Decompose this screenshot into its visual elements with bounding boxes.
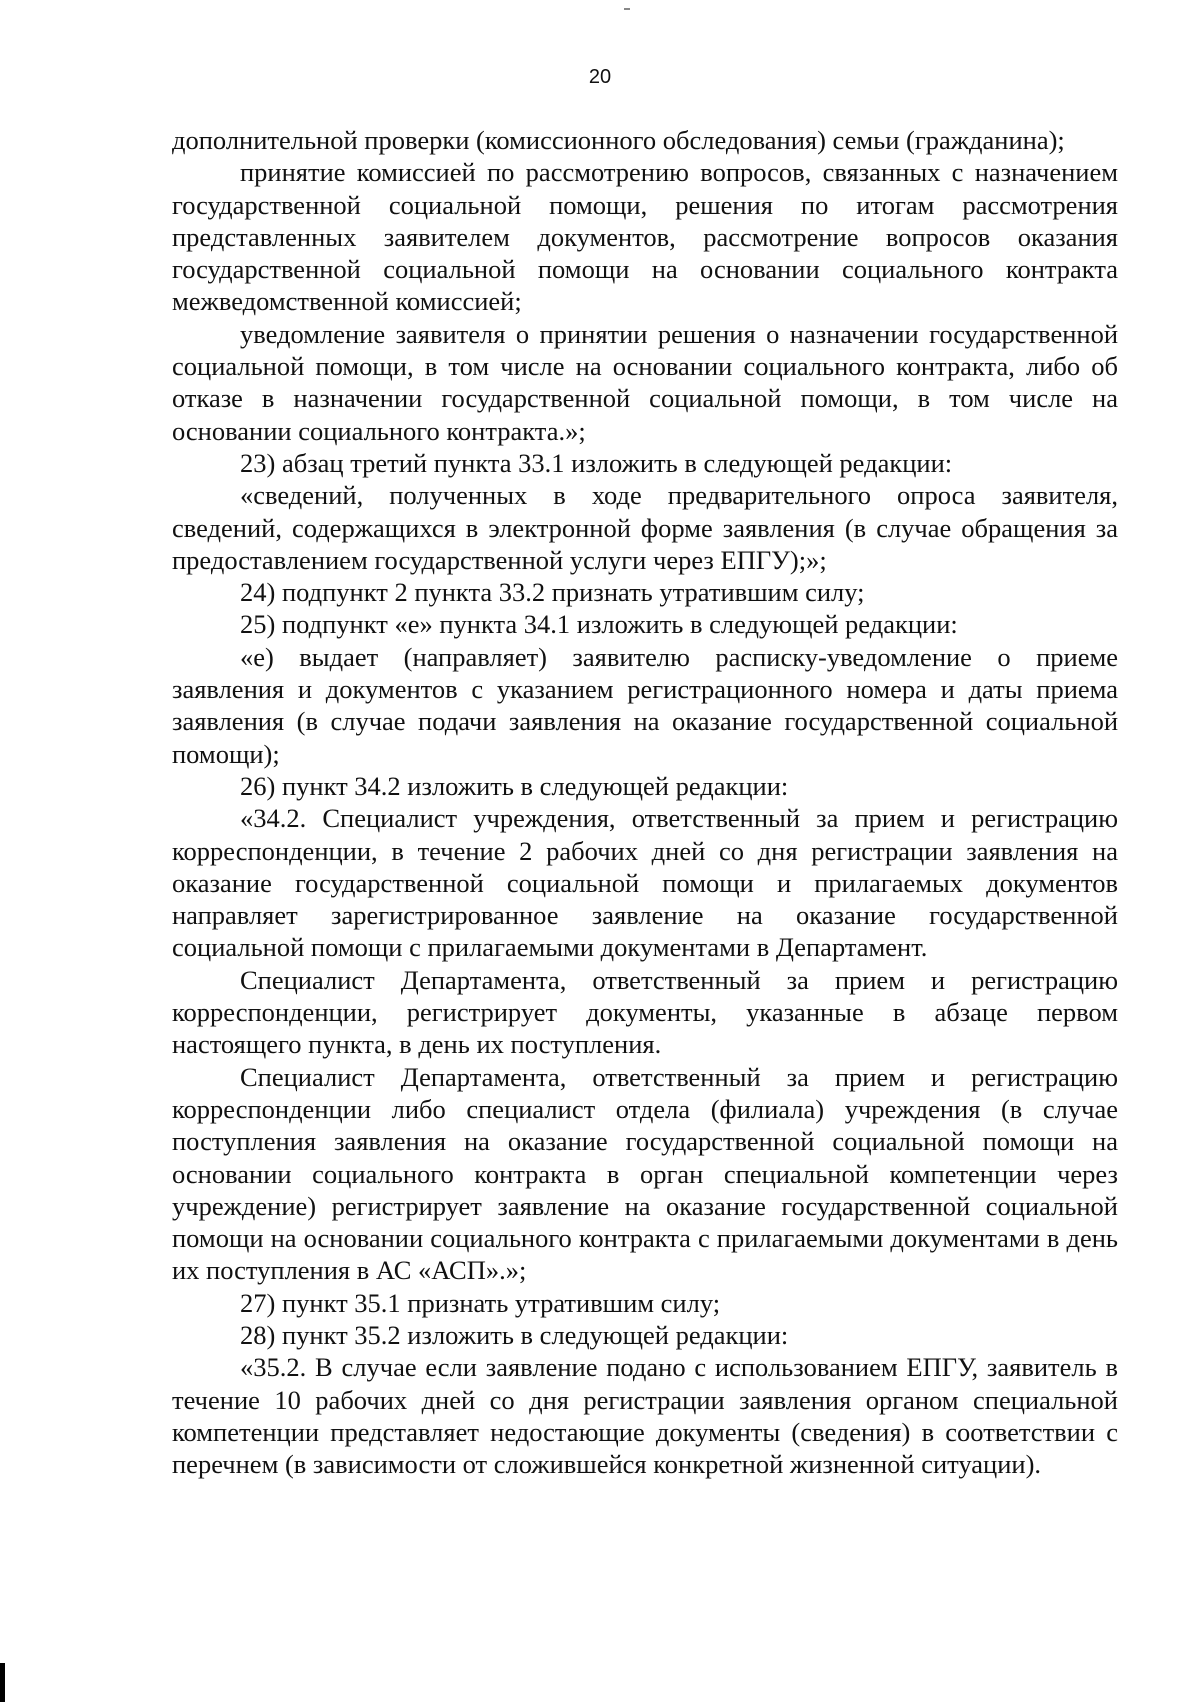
scan-artifact-mark: [0, 1663, 5, 1702]
paragraph: 26) пункт 34.2 изложить в следующей редакции:: [240, 770, 789, 801]
paragraph: уведомление заявителя о принятии решения о назначении государственной социальной помощи, в том числе на основании социального контракта, либо об отказе в назначении государственной социальной помощи, в том числе на основании социального контракта.»;: [172, 318, 1118, 446]
paragraph: 24) подпункт 2 пункта 33.2 признать утратившим силу;: [240, 577, 865, 608]
paragraph: 23) абзац третий пункта 33.1 изложить в следующей редакции:: [240, 447, 953, 478]
paragraph: Специалист Департамента, ответственный за прием и регистрацию корреспонденции, регистрирует документы, указанные в абзаце первом настоящего пункта, в день их поступления.: [172, 964, 1118, 1060]
paragraph: «сведений, полученных в ходе предварительного опроса заявителя, сведений, содержащихся в электронной форме заявления (в случае обращения за предоставлением государственной услуги через ЕПГУ);»;: [172, 480, 1118, 575]
paragraph: Специалист Департамента, ответственный за прием и регистрацию корреспонденции либо специалист отдела (филиала) учреждения (в случае поступления заявления на оказание государственной социальной помощи на основании социального контракта в орган специальной компетенции через учреждение) регистрирует заявление на оказание государственной социальной помощи на основании социального контракта с прилагаемыми документами в день их поступления в АС «АСП».»;: [172, 1061, 1118, 1286]
page-number: 20: [588, 66, 612, 88]
paragraph: принятие комиссией по рассмотрению вопросов, связанных с назначением государственной социальной помощи, решения по итогам рассмотрения представленных заявителем документов, рассмотрение вопросов оказания государственной социальной помощи на основании социального контракта межведомственной комиссией;: [172, 157, 1118, 317]
paragraph: «35.2. В случае если заявление подано с использованием ЕПГУ, заявитель в течение 10 рабочих дней со дня регистрации заявления органом специальной компетенции представляет недостающие документы (сведения) в соответствии с перечнем (в зависимости от сложившейся конкретной жизненной ситуации).: [172, 1352, 1118, 1480]
document-body: [172, 124, 1118, 1480]
paragraph: дополнительной проверки (комиссионного обследования) семьи (гражданина);: [172, 125, 1065, 155]
paragraph: 28) пункт 35.2 изложить в следующей редакции:: [240, 1319, 789, 1350]
paragraph: «34.2. Специалист учреждения, ответственный за прием и регистрацию корреспонденции, в течение 2 рабочих дней со дня регистрации заявления на оказание государственной социальной помощи и прилагаемых документов направляет зарегистрированное заявление на оказание государственной социальной помощи с прилагаемыми документами в Департамент.: [172, 803, 1118, 963]
scan-artifact-dot: [624, 8, 630, 10]
paragraph: 27) пункт 35.1 признать утратившим силу;: [240, 1287, 721, 1318]
paragraph: «е) выдает (направляет) заявителю расписку-уведомление о приеме заявления и документов с указанием регистрационного номера и даты приема заявления (в случае подачи заявления на оказание государственной социальной помощи);: [172, 641, 1118, 769]
paragraph: 25) подпункт «е» пункта 34.1 изложить в следующей редакции:: [240, 609, 958, 640]
